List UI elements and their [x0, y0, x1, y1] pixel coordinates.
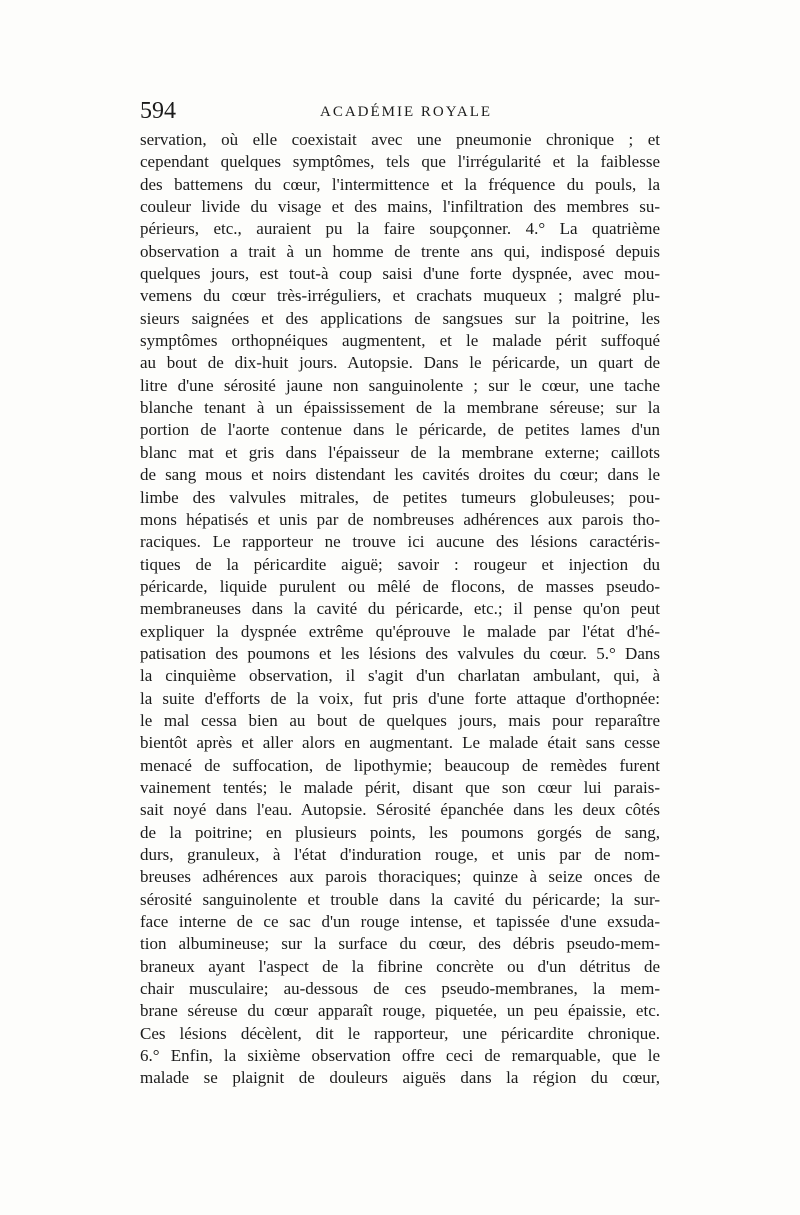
text-line: limbe des valvules mitrales, de petites tumeurs globuleuses; pou- — [140, 487, 660, 507]
text-line: malade se plaignit de douleurs aiguës dans la région du cœur, — [140, 1068, 660, 1088]
text-line: péricarde, liquide purulent ou mêlé de flocons, de masses pseudo- — [140, 576, 660, 596]
text-line: servation, où elle coexistait avec une pneumonie chronique ; et — [140, 130, 660, 149]
text-line: symptômes orthopnéiques augmentent, et le malade périt suffoqué — [140, 331, 660, 351]
text-line: tiques de la péricardite aiguë; savoir : rougeur et injection du — [140, 554, 660, 574]
text-line: périeurs, etc., auraient pu la faire soupçonner. 4.° La quatrième — [140, 219, 660, 239]
text-line: patisation des poumons et les lésions des valvules du cœur. 5.° Dans — [140, 643, 660, 663]
page-header — [140, 95, 675, 127]
text-line: breuses adhérences aux parois thoraciques; quinze à seize onces de — [140, 867, 660, 887]
text-line: de la poitrine; en plusieurs points, les poumons gorgés de sang, — [140, 822, 660, 842]
text-line: membraneuses dans la cavité du péricarde, etc.; il pense qu'on peut — [140, 599, 660, 619]
text-line: portion de l'aorte contenue dans le péricarde, de petites lames d'un — [140, 420, 660, 440]
body-text — [140, 129, 660, 1090]
text-line: vemens du cœur très-irréguliers, et crachats muqueux ; malgré plu- — [140, 286, 660, 306]
text-line: 6.° Enfin, la sixième observation offre ceci de remarquable, que le — [140, 1046, 660, 1066]
text-line: au bout de dix-huit jours. Autopsie. Dans le péricarde, un quart de — [140, 353, 660, 373]
text-line: face interne de ce sac d'un rouge intense, et tapissée d'une exsuda- — [140, 912, 660, 932]
text-line: vainement tentés; le malade périt, disant que son cœur lui parais- — [140, 777, 660, 797]
text-line: mons hépatisés et unis par de nombreuses adhérences aux parois tho- — [140, 509, 660, 529]
text-line: blanche tenant à un épaississement de la membrane séreuse; sur la — [140, 398, 660, 418]
text-line: sieurs saignées et des applications de sangsues sur la poitrine, les — [140, 308, 660, 328]
text-line: quelques jours, est tout-à coup saisi d'une forte dyspnée, avec mou- — [140, 264, 660, 284]
text-line: litre d'une sérosité jaune non sanguinolente ; sur le cœur, une tache — [140, 375, 660, 395]
text-line: menacé de suffocation, de lipothymie; beaucoup de remèdes furent — [140, 755, 660, 775]
text-line: couleur livide du visage et des mains, l'infiltration des membres su- — [140, 197, 660, 217]
running-title: ACADÉMIE ROYALE — [320, 104, 493, 120]
text-line: la suite d'efforts de la voix, fut pris d'une forte attaque d'orthopnée: — [140, 688, 660, 708]
text-line: bientôt après et aller alors en augmentant. Le malade était sans cesse — [140, 733, 660, 753]
text-line: blanc mat et gris dans l'épaisseur de la membrane externe; caillots — [140, 442, 660, 462]
text-line: expliquer la dyspnée extrême qu'éprouve le malade par l'état d'hé- — [140, 621, 660, 641]
text-line: cependant quelques symptômes, tels que l'irrégularité et la faiblesse — [140, 152, 660, 172]
text-line: des battemens du cœur, l'intermittence et la fréquence du pouls, la — [140, 174, 660, 194]
text-line: chair musculaire; au-dessous de ces pseudo-membranes, la mem- — [140, 979, 660, 999]
text-line: sérosité sanguinolente et trouble dans la cavité du péricarde; la sur- — [140, 889, 660, 909]
text-line: braneux ayant l'aspect de la fibrine concrète ou d'un détritus de — [140, 956, 660, 976]
text-line: de sang mous et noirs distendant les cavités droites du cœur; dans le — [140, 465, 660, 485]
text-line: Ces lésions décèlent, dit le rapporteur, une péricardite chronique. — [140, 1023, 660, 1043]
text-line: le mal cessa bien au bout de quelques jours, mais pour reparaître — [140, 710, 660, 730]
page-number: 594 — [140, 98, 176, 124]
text-line: raciques. Le rapporteur ne trouve ici aucune des lésions caractéris- — [140, 532, 660, 552]
text-line: la cinquième observation, il s'agit d'un charlatan ambulant, qui, à — [140, 666, 660, 686]
text-line: brane séreuse du cœur apparaît rouge, piquetée, un peu épaissie, etc. — [140, 1001, 660, 1021]
text-line: observation a trait à un homme de trente ans qui, indisposé depuis — [140, 241, 660, 261]
text-line: tion albumineuse; sur la surface du cœur, des débris pseudo-mem- — [140, 934, 660, 954]
text-line: sait noyé dans l'eau. Autopsie. Sérosité épanchée dans les deux côtés — [140, 800, 660, 820]
text-line: durs, granuleux, à l'état d'induration rouge, et unis par de nom- — [140, 845, 660, 864]
